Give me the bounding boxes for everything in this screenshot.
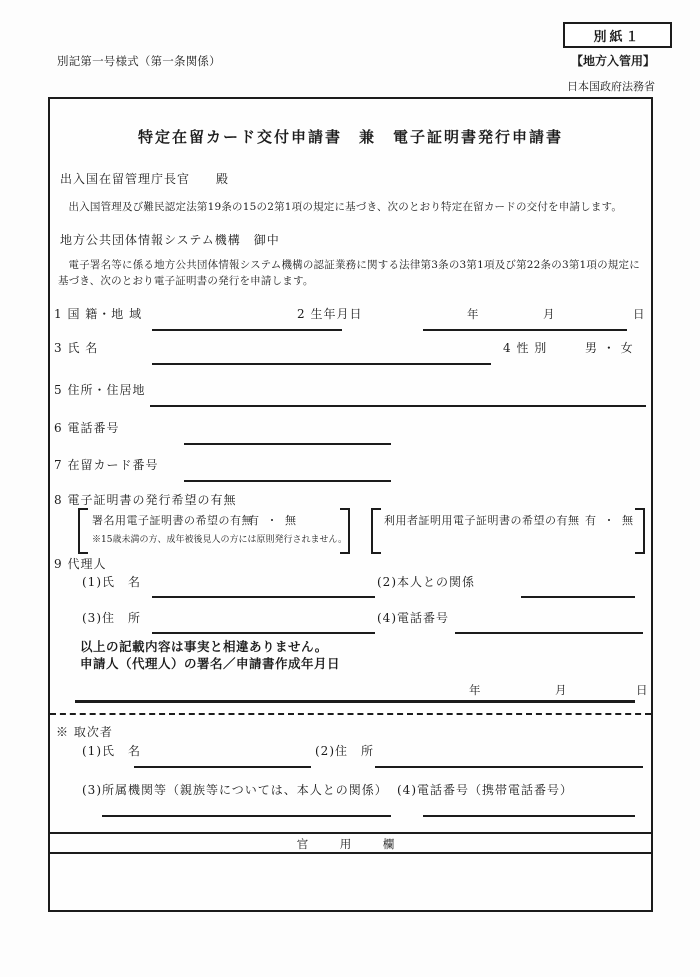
form-title: 特定在留カード交付申請書 兼 電子証明書発行申請書 [137, 128, 563, 146]
user-cert-group [371, 508, 645, 554]
form-frame [48, 97, 653, 912]
official-use-area [50, 854, 651, 910]
agent-org-write-line [102, 815, 391, 817]
user-cert-options: 有 ・ 無 [585, 514, 635, 527]
phone-label: 6 電話番号 [54, 421, 120, 435]
card-number-write-line [184, 480, 391, 482]
bracket-close-icon [340, 508, 350, 554]
attachment-label [563, 22, 672, 48]
official-use-top-rule [50, 832, 651, 834]
official-use-label: 官 用 欄 [296, 837, 405, 851]
declaration-line-1: 以上の記載内容は事実と相違ありません。 [80, 639, 328, 654]
birthdate-unit-day: 日 [633, 307, 645, 321]
agent-name-write-line [134, 766, 311, 768]
sex-label: 4 性 別 [503, 341, 548, 355]
addressee-immigration: 出入国在留管理庁長官 殿 [60, 172, 230, 186]
agent-name-label: (1)氏 名 [82, 744, 141, 758]
card-number-label: 7 在留カード番号 [54, 458, 159, 472]
attachment-label-text: 別紙１ [593, 29, 642, 45]
proxy-relation-write-line [521, 596, 635, 598]
proxy-label: 9 代理人 [54, 557, 107, 571]
agent-address-label: (2)住 所 [315, 744, 374, 758]
addressee-jlis: 地方公共団体情報システム機構 御中 [60, 233, 280, 247]
signature-write-line [75, 700, 635, 703]
signature-unit-month: 月 [555, 683, 567, 697]
proxy-name-label: (1)氏 名 [82, 575, 141, 589]
birthdate-write-line [423, 329, 627, 331]
user-cert-label: 利用者証明用電子証明書の希望の有無 [384, 514, 580, 527]
proxy-phone-label: (4)電話番号 [377, 611, 449, 625]
ministry-name: 日本国政府法務省 [567, 80, 655, 93]
phone-write-line [184, 443, 391, 445]
agent-section-label: ※ 取次者 [56, 725, 113, 739]
agent-address-write-line [375, 766, 643, 768]
signature-cert-group [78, 508, 350, 554]
nationality-write-line [152, 329, 342, 331]
signature-cert-label: 署名用電子証明書の希望の有無 [92, 514, 253, 527]
bracket-close-icon [635, 508, 645, 554]
agent-org-label: (3)所属機関等（親族等については、本人との関係） [82, 783, 388, 797]
petition-clause-immigration: 出入国管理及び難民認定法第19条の15の2第1項の規定に基づき、次のとおり特定在留カードの交付を申請します。 [68, 201, 623, 213]
proxy-address-write-line [152, 632, 375, 634]
address-label: 5 住所・住居地 [54, 383, 146, 397]
form-code: 別記第一号様式（第一条関係） [57, 54, 221, 68]
nationality-label: 1 国 籍・地 域 [54, 307, 143, 321]
proxy-address-label: (3)住 所 [82, 611, 141, 625]
name-write-line [152, 363, 491, 365]
agent-phone-label: (4)電話番号（携帯電話番号） [397, 783, 573, 797]
signature-unit-day: 日 [636, 683, 648, 697]
office-tag: 【地方入管用】 [570, 54, 655, 68]
signature-cert-note: ※15歳未満の方、成年被後見人の方には原則発行されません。 [92, 535, 347, 545]
agent-phone-write-line [423, 815, 635, 817]
birthdate-label: 2 生年月日 [297, 307, 363, 321]
birthdate-unit-month: 月 [543, 307, 555, 321]
sex-options: 男 ・ 女 [585, 341, 634, 355]
bracket-open-icon [371, 508, 381, 554]
signature-cert-options: 有 ・ 無 [248, 514, 298, 527]
proxy-name-write-line [152, 596, 375, 598]
declaration-line-2: 申請人（代理人）の署名／申請書作成年月日 [80, 656, 341, 671]
address-write-line [150, 405, 646, 407]
section-divider-dashed [50, 713, 651, 715]
proxy-relation-label: (2)本人との関係 [377, 575, 475, 589]
cert-request-label: 8 電子証明書の発行希望の有無 [54, 493, 237, 507]
signature-unit-year: 年 [469, 683, 481, 697]
birthdate-unit-year: 年 [467, 307, 479, 321]
name-label: 3 氏 名 [54, 341, 99, 355]
petition-clause-jlis: 電子署名等に係る地方公共団体情報システム機構の認証業務に関する法律第3条の3第1項及び第22条の3第1項の規定に基づき、次のとおり電子証明書の発行を申請します。 [58, 259, 640, 288]
bracket-open-icon [78, 508, 88, 554]
proxy-phone-write-line [455, 632, 643, 634]
